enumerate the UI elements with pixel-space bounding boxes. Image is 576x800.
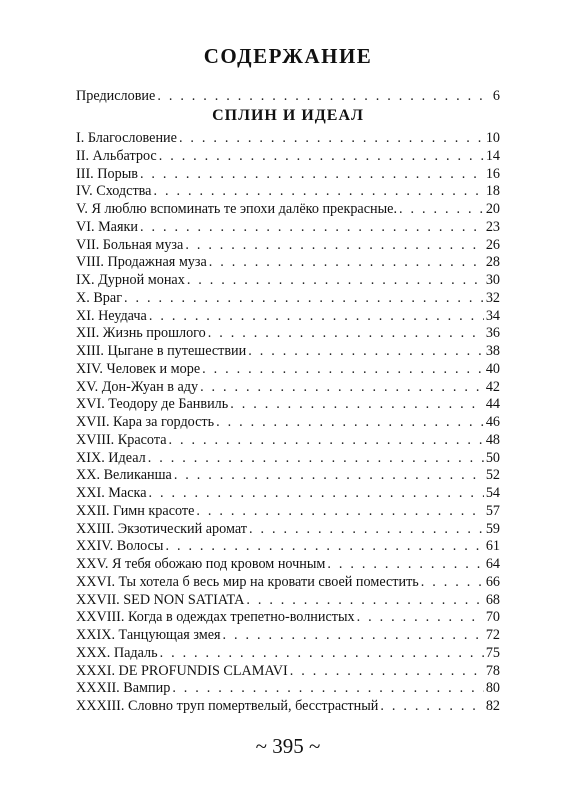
dot-leader	[187, 272, 484, 289]
toc-entry-page: 38	[485, 343, 500, 359]
toc-entry-label: XXVII. SED NON SATIATA	[76, 591, 245, 608]
toc-entry-page: 14	[485, 147, 500, 164]
toc-entry-label: XXXI. DE PROFUNDIS CLAMAVI	[76, 662, 288, 679]
dot-leader	[248, 343, 484, 360]
dot-leader	[357, 609, 484, 626]
toc-entry	[76, 485, 500, 502]
dot-leader	[223, 627, 484, 644]
toc-entry-page: 59	[485, 520, 500, 537]
toc-entry-label: XXVIII. Когда в одеждах трепетно-волнистых	[76, 609, 355, 626]
toc-entry-label: XVII. Кара за гордость	[76, 414, 215, 430]
toc-entry	[76, 627, 500, 644]
toc-entry	[76, 450, 500, 467]
dot-leader	[208, 325, 484, 342]
toc-entry-page: 36	[485, 325, 500, 342]
toc-entry	[76, 290, 500, 307]
dot-leader	[160, 645, 484, 662]
dot-leader	[179, 130, 484, 147]
dot-leader	[157, 88, 491, 105]
toc-entry	[76, 680, 500, 697]
toc-entry-label: IX. Дурной монах	[76, 272, 185, 288]
toc-entry	[76, 521, 500, 538]
dot-leader	[159, 148, 484, 165]
dot-leader	[209, 254, 484, 271]
dot-leader	[200, 379, 484, 396]
toc-entry-page: 54	[485, 485, 500, 501]
toc-entry-label: IV. Сходства	[76, 183, 152, 200]
toc-entry-page: 40	[485, 360, 500, 377]
toc-entry-label: III. Порыв	[76, 165, 138, 182]
dot-leader	[327, 556, 483, 573]
dot-leader	[165, 538, 483, 555]
toc-entry-label: V. Я люблю вспоминать те эпохи далёко прекрасные.	[76, 201, 397, 217]
toc-entry	[76, 698, 500, 715]
toc-entry-label: XI. Неудача	[76, 307, 147, 324]
toc-entry	[76, 219, 500, 236]
toc-entry-page: 82	[485, 698, 500, 714]
toc-entry	[76, 272, 500, 289]
toc-entry-label: XIX. Идеал	[76, 449, 146, 466]
page-title: СОДЕРЖАНИЕ	[203, 44, 373, 68]
dot-leader	[169, 432, 484, 449]
toc-entry-label: VII. Больная муза	[76, 236, 184, 253]
toc-entry	[76, 148, 500, 165]
toc-entry-page: 18	[485, 183, 500, 200]
toc-entry	[76, 414, 500, 431]
toc-entry	[76, 237, 500, 254]
toc-entry	[76, 663, 500, 680]
toc-entry	[76, 254, 500, 271]
toc-entry-page: 34	[485, 307, 500, 324]
toc-entry-label: XXV. Я тебя обожаю под кровом ночным	[76, 556, 326, 572]
toc-entry-page: 52	[485, 467, 500, 484]
dot-leader	[149, 308, 484, 325]
dot-leader	[149, 485, 484, 502]
toc-entry-label: XXII. Гимн красоте	[76, 502, 195, 519]
toc-entry	[76, 379, 500, 396]
dot-leader	[196, 503, 483, 520]
toc-entry-page: 6	[492, 88, 500, 104]
toc-entry-page: 26	[485, 236, 500, 253]
toc-entry	[76, 201, 500, 218]
toc-entry-page: 68	[485, 591, 500, 608]
toc-entry-page: 61	[485, 538, 500, 555]
toc-entry-page: 42	[485, 378, 500, 395]
toc-entry	[76, 343, 500, 360]
toc-entry-label: XXIV. Волосы	[76, 538, 164, 555]
toc-entry-page: 78	[485, 662, 500, 679]
toc-entry-label: XXIII. Экзотический аромат	[76, 520, 247, 537]
toc-entry-label: VIII. Продажная муза	[76, 254, 207, 271]
dot-leader	[140, 219, 484, 236]
dot-leader	[246, 592, 483, 609]
toc-entry-page: 48	[485, 431, 500, 448]
toc-entry-page: 32	[485, 289, 500, 306]
toc-entry-label: XXIX. Танцующая змея	[76, 627, 221, 643]
toc-entry	[76, 503, 500, 520]
toc-entry-label: XV. Дон-Жуан в аду	[76, 378, 199, 395]
toc-entry-label: II. Альбатрос	[76, 147, 157, 164]
dot-leader	[216, 414, 484, 431]
toc-entry-page: 70	[485, 609, 500, 626]
toc-entry-label: VI. Маяки	[76, 218, 138, 235]
toc-entry-label: XII. Жизнь прошлого	[76, 325, 206, 342]
toc-entry-page: 72	[485, 627, 500, 643]
toc-entry-page: 10	[485, 130, 500, 146]
dot-leader	[140, 166, 484, 183]
dot-leader	[380, 698, 483, 715]
toc-entry-page: 46	[485, 414, 500, 430]
section-title: СПЛИН И ИДЕАЛ	[212, 107, 364, 124]
toc-entry-page: 16	[485, 165, 500, 182]
toc-entry	[76, 361, 500, 378]
toc-entry-label: XIV. Человек и море	[76, 360, 201, 377]
toc-entry-label: XVI. Теодору де Банвиль	[76, 396, 229, 413]
dot-leader	[290, 663, 484, 680]
page-number: ~ 395 ~	[255, 734, 321, 758]
toc-entry-page: 80	[485, 680, 500, 697]
toc-entry-page: 28	[485, 254, 500, 271]
toc-entry	[76, 130, 500, 147]
dot-leader	[202, 361, 484, 378]
toc-entry	[76, 467, 500, 484]
toc-entry-label: XX. Великанша	[76, 467, 172, 484]
toc-entry-page: 23	[485, 218, 500, 235]
dot-leader	[124, 290, 484, 307]
toc-entry-label: XXXII. Вампир	[76, 680, 171, 697]
toc-entry-label: XXX. Падаль	[76, 644, 158, 661]
toc-entry	[76, 592, 500, 609]
toc-entry	[76, 609, 500, 626]
toc-entry-page: 64	[485, 556, 500, 572]
toc-entry-page: 30	[485, 272, 500, 288]
toc-entry-label: X. Враг	[76, 289, 123, 306]
toc-entry-label: XXI. Маска	[76, 485, 147, 501]
toc-entry	[76, 183, 500, 200]
dot-leader	[399, 201, 484, 218]
toc-entry-page: 75	[485, 644, 500, 661]
toc-entry	[76, 396, 500, 413]
toc-entry-page: 66	[485, 573, 500, 590]
dot-leader	[185, 237, 483, 254]
dot-leader	[148, 450, 484, 467]
toc-entry-page: 44	[485, 396, 500, 413]
dot-leader	[421, 574, 484, 591]
toc-entry	[76, 432, 500, 449]
toc-entry	[76, 645, 500, 662]
toc-entry	[76, 556, 500, 573]
dot-leader	[153, 183, 483, 200]
toc-entry	[76, 166, 500, 183]
toc-entry-label: I. Благословение	[76, 130, 177, 146]
toc-entry	[76, 574, 500, 591]
toc-entry-preface	[76, 88, 500, 105]
dot-leader	[174, 467, 484, 484]
toc-entry	[76, 325, 500, 342]
toc-entry-label: Предисловие	[76, 88, 156, 104]
toc-entry-page: 50	[485, 449, 500, 466]
dot-leader	[172, 680, 484, 697]
toc-entry-label: XXVI. Ты хотела б весь мир на кровати своей поместить	[76, 573, 419, 590]
toc-entry-page: 57	[485, 502, 500, 519]
dot-leader	[249, 521, 484, 538]
toc-entry-label: XIII. Цыгане в путешествии	[76, 343, 247, 359]
toc-entry-label: XVIII. Красота	[76, 431, 167, 448]
toc-entry-page: 20	[485, 201, 500, 217]
dot-leader	[230, 396, 484, 413]
toc-entry	[76, 308, 500, 325]
toc-entry	[76, 538, 500, 555]
toc-entry-label: XXXIII. Словно труп помертвелый, бесстрастный	[76, 698, 379, 714]
